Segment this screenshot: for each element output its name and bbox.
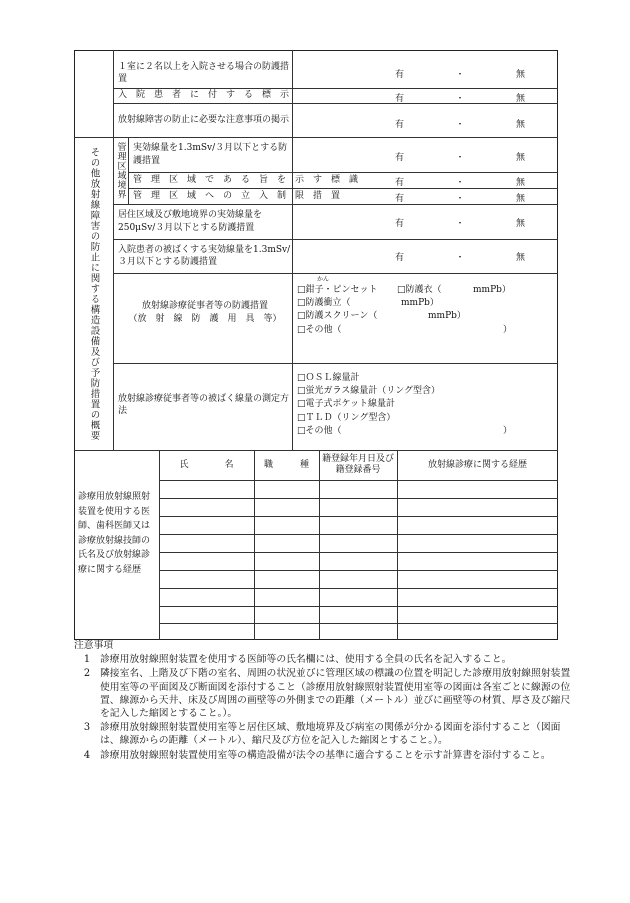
staff-section-label: 診療用放射線照射装置を使用する医師、歯科医師又は診療放射線技師の氏名及び放射線診療に関する経歴 — [78, 492, 151, 575]
staff-row-line — [159, 498, 558, 499]
notes-section — [74, 639, 574, 762]
note-item: 2 隣接室名、上階及び下階の室名、周囲の状況並びに管理区域の標識の位置を明記した診療用放射線照射装置使用室等の平面図及び断面図を添付すること（診療用放射線照射装置使用室等の図面は各室ごとに線源の位置、線源から天井、床及び周囲の画壁等の外側までの距離（メートル）並びに画壁等の材質、厚さ及び縮尺を記入した縮図とすること。）。 — [83, 668, 571, 720]
option-protective-screen-stand[interactable]: □防護衝立（ mmPb） — [297, 298, 439, 309]
staff-row-line — [159, 516, 558, 517]
protective-equipment-label: 放射線診療従事者等の防護措置 （放 射 線 防 護 用 具 等） — [128, 301, 282, 324]
column-line — [113, 50, 114, 450]
option-other[interactable]: □その他（ ） — [297, 324, 513, 335]
option-forceps[interactable]: □鉗子・ピンセット □防護衣（ mmPb） — [297, 285, 511, 295]
staff-row-line — [159, 534, 558, 535]
column-line — [292, 50, 293, 450]
column-line — [128, 137, 129, 204]
row-residential-boundary-dose: 居住区域及び敷地境界の実効線量を250μSv/３月以下とする防護措置 — [118, 210, 263, 233]
note-item: 1 診療用放射線照射装置を使用する医師等の氏名欄には、使用する全員の氏名を記入すること。 — [83, 654, 512, 666]
yes-no-option: 有 ・ 無 — [395, 253, 525, 263]
row-patient-label: 入 院 患 者 に 付 す る 標 示 — [118, 90, 290, 101]
yes-no-option: 有 ・ 無 — [395, 153, 525, 163]
staff-row-line — [159, 623, 558, 624]
option-protective-screen[interactable]: □防護スクリーン（ mmPb） — [297, 311, 466, 322]
row-inpatient-dose: 入院患者の被ばくする実効線量を1.3mSv/３月以下とする防護措置 — [118, 244, 291, 267]
staff-row-line — [159, 588, 558, 589]
yes-no-option: 有 ・ 無 — [395, 120, 525, 130]
other-measures-section-label: その他放射線障害の防止に関する構造設備及び予防措置の概要 — [88, 146, 100, 441]
yes-no-option: 有 ・ 無 — [395, 94, 525, 104]
option-tld[interactable]: □ＴＬＤ（リング型含） — [297, 412, 396, 423]
ruby-annotation: かん — [317, 276, 330, 283]
controlled-area-boundary-label: 管理区域境界 — [115, 142, 126, 199]
header-occupation: 職 種 — [263, 459, 309, 470]
dose-measurement-options — [297, 372, 555, 448]
row-entry-restriction: 管 理 区 域 へ の 立 入 制 限 措 置 — [133, 190, 341, 201]
staff-header-line — [159, 480, 558, 481]
note-item: 3 診療用放射線照射装置使用室等と居住区域、敷地境界及び病室の関係が分かる図面を添付すること（図面は、線源からの距離（メートル）、縮尺及び方位を記入した縮図とすること。）。 — [83, 722, 561, 747]
dose-measurement-label: 放射線診療従事者等の被ばく線量の測定方法 — [118, 393, 290, 416]
protective-equipment-options — [297, 284, 555, 356]
staff-row-line — [159, 570, 558, 571]
yes-no-option: 有 ・ 無 — [395, 194, 525, 204]
option-glass-dosimeter[interactable]: □蛍光ガラス線量計（リング型含） — [297, 386, 441, 397]
note-item: 4 診療用放射線照射装置使用室等の構造設備が法令の基準に適合することを示す計算書を添付すること。 — [83, 749, 551, 761]
option-other-measure[interactable]: □その他（ ） — [297, 425, 513, 436]
staff-column-line — [319, 450, 320, 640]
row-controlled-area-sign: 管 理 区 域 で あ る 旨 を 示 す 標 識 — [133, 174, 359, 185]
row-caution-notice: 放射線障害の防止に必要な注意事項の掲示 — [118, 114, 290, 125]
notes-title: 注意事項 — [74, 640, 114, 651]
staff-row-line — [159, 552, 558, 553]
option-electronic-dosimeter[interactable]: □電子式ポケット線量計 — [297, 399, 396, 410]
row-multi-patient-protection: １室に２名以上を入院させる場合の防護措置 — [118, 61, 290, 84]
header-registration: 籍登録年月日及び籍登録番号 — [321, 453, 394, 475]
header-name: 氏 名 — [179, 459, 234, 470]
row-line — [113, 363, 558, 364]
yes-no-option: 有 ・ 無 — [395, 219, 525, 229]
row-line — [113, 273, 558, 274]
staff-row-line — [159, 606, 558, 607]
option-osl-dosimeter[interactable]: □ＯＳＬ線量計 — [297, 373, 360, 383]
row-effective-dose-protection: 実効線量を1.3mSv/３月以下とする防護措置 — [133, 143, 288, 166]
yes-no-option: 有 ・ 無 — [395, 70, 525, 80]
header-career: 放射線診療に関する経歴 — [427, 459, 527, 470]
yes-no-option: 有 ・ 無 — [395, 178, 525, 188]
